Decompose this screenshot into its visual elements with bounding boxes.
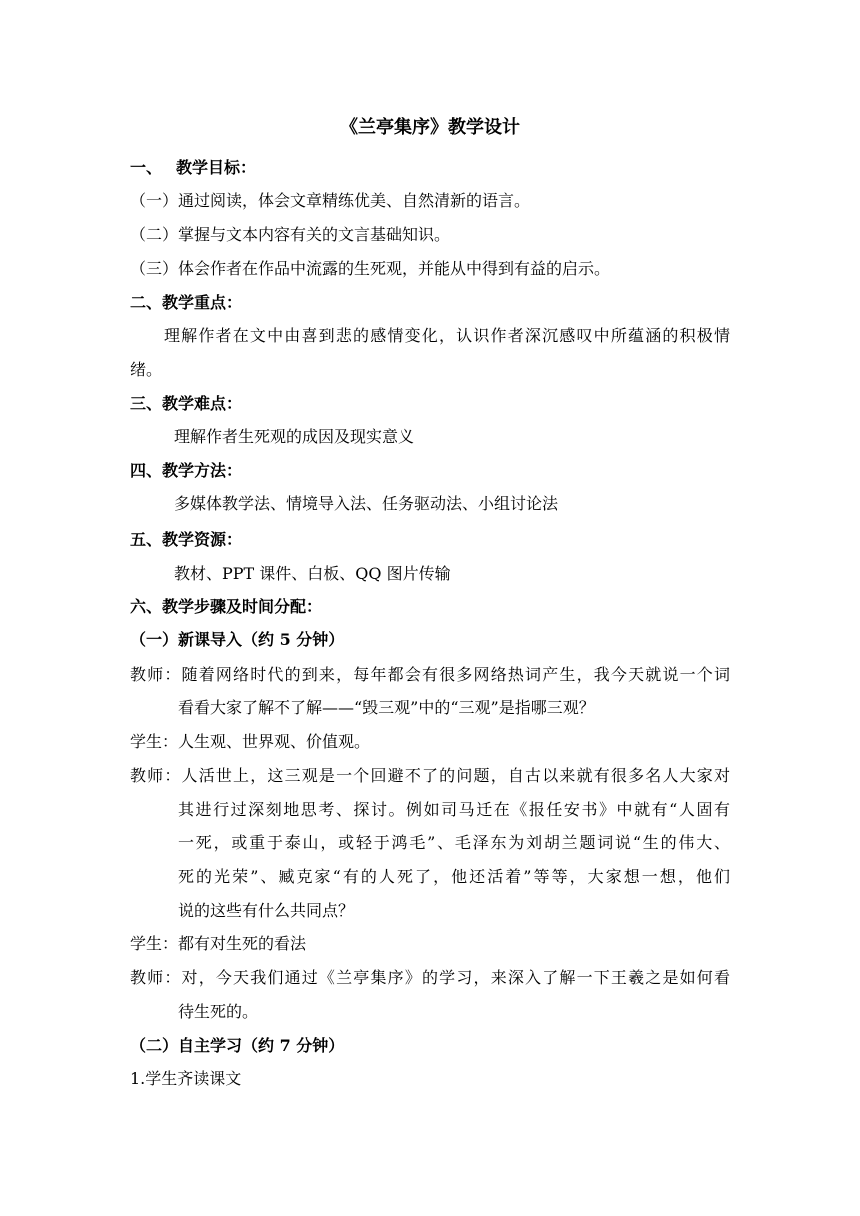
dialogue-student-2: 学生：都有对生死的看法 bbox=[130, 934, 307, 953]
step-item-1: 1.学生齐读课文 bbox=[130, 1069, 242, 1088]
key-points-body-line-2: 绪。 bbox=[130, 360, 163, 379]
objective-item-1: （一）通过阅读，体会文章精练优美、自然清新的语言。 bbox=[130, 191, 531, 210]
objective-item-2: （二）掌握与文本内容有关的文言基础知识。 bbox=[130, 225, 451, 244]
dialogue-teacher-1-line-1: 教师：随着网络时代的到来，每年都会有很多网络热词产生，我今天就说一个词 bbox=[130, 665, 730, 684]
dialogue-teacher-2-line-3: 一死，或重于泰山，或轻于鸿毛”、毛泽东为刘胡兰题词说“生的伟大、 bbox=[178, 833, 730, 852]
document-title: 《兰亭集序》教学设计 bbox=[340, 117, 520, 138]
dialogue-student-1: 学生：人生观、世界观、价值观。 bbox=[130, 732, 371, 751]
section-heading-key-points: 二、教学重点： bbox=[130, 293, 243, 312]
dialogue-teacher-2-line-2: 其进行过深刻地思考、探讨。例如司马迁在《报任安书》中就有“人固有 bbox=[178, 800, 730, 819]
section-heading-text: 教学目标： bbox=[176, 158, 257, 177]
dialogue-teacher-2-line-5: 说的这些有什么共同点？ bbox=[178, 901, 355, 920]
section-heading-difficulties: 三、教学难点： bbox=[130, 394, 243, 413]
section-heading-steps: 六、教学步骤及时间分配： bbox=[130, 597, 323, 616]
dialogue-teacher-2-line-4: 死的光荣”、臧克家“有的人死了，他还活着”等等，大家想一想，他们 bbox=[178, 867, 730, 886]
dialogue-teacher-2-line-1: 教师：人活世上，这三观是一个回避不了的问题，自古以来就有很多名人大家对 bbox=[130, 766, 730, 785]
dialogue-teacher-3-line-1: 教师：对，今天我们通过《兰亭集序》的学习，来深入了解一下王羲之是如何看 bbox=[130, 968, 730, 987]
dialogue-teacher-3-line-2: 待生死的。 bbox=[178, 1002, 259, 1021]
key-points-body-line-1: 理解作者在文中由喜到悲的感情变化，认识作者深沉感叹中所蕴涵的积极情 bbox=[164, 326, 730, 345]
methods-body: 多媒体教学法、情境导入法、任务驱动法、小组讨论法 bbox=[174, 494, 559, 513]
section-heading-resources: 五、教学资源： bbox=[130, 530, 243, 549]
subsection-heading-self-study: （二）自主学习（约 7 分钟） bbox=[130, 1036, 345, 1055]
subsection-heading-intro: （一）新课导入（约 5 分钟） bbox=[130, 630, 345, 649]
section-heading-objectives bbox=[130, 157, 730, 179]
section-heading-methods: 四、教学方法： bbox=[130, 461, 243, 480]
resources-body: 教材、PPT 课件、白板、QQ 图片传输 bbox=[174, 564, 451, 583]
objective-item-3: （三）体会作者在作品中流露的生死观，并能从中得到有益的启示。 bbox=[130, 259, 611, 278]
difficulties-body: 理解作者生死观的成因及现实意义 bbox=[174, 427, 415, 446]
dialogue-teacher-1-line-2: 看看大家了解不了解——“毁三观”中的“三观”是指哪三观？ bbox=[178, 698, 595, 717]
section-number: 一、 bbox=[130, 158, 163, 177]
